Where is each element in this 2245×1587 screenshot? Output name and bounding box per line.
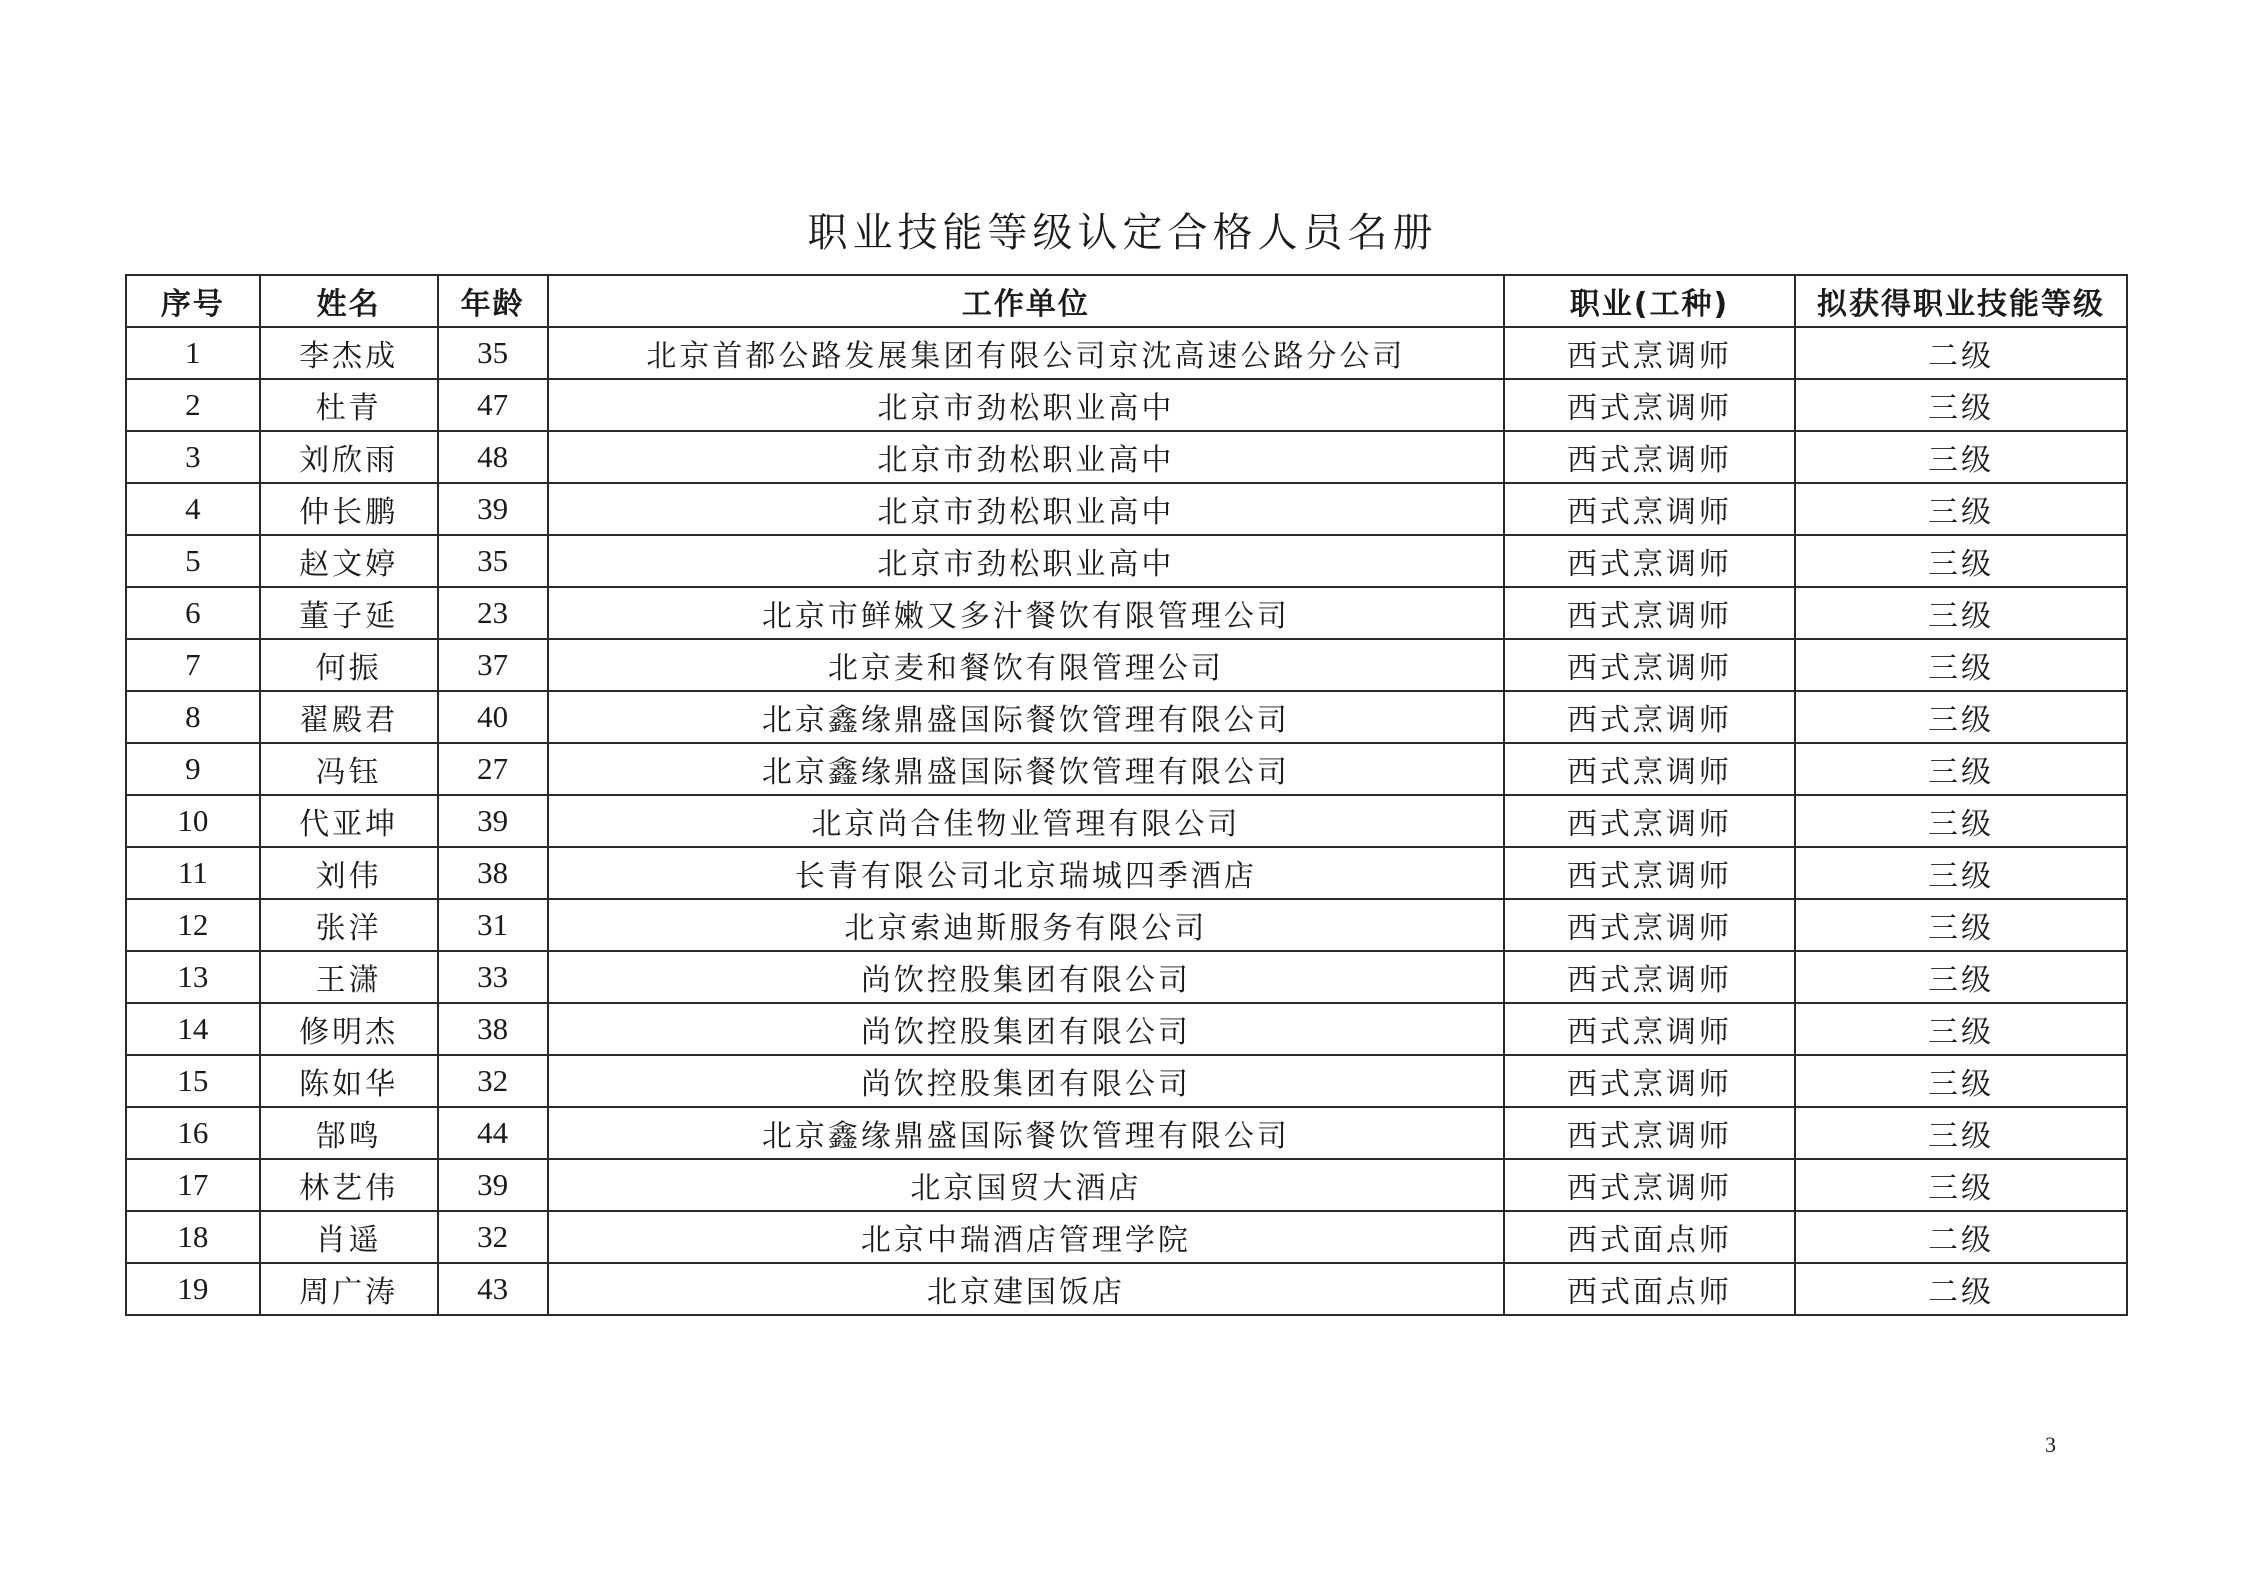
cell-occupation: 西式烹调师 bbox=[1504, 899, 1795, 951]
cell-name: 赵文婷 bbox=[260, 535, 438, 587]
cell-skill-level: 三级 bbox=[1795, 743, 2127, 795]
cell-skill-level: 三级 bbox=[1795, 483, 2127, 535]
header-skill-level: 拟获得职业技能等级 bbox=[1795, 275, 2127, 327]
cell-occupation: 西式烹调师 bbox=[1504, 1055, 1795, 1107]
cell-age: 23 bbox=[438, 587, 548, 639]
cell-employer: 北京鑫缘鼎盛国际餐饮管理有限公司 bbox=[548, 1107, 1504, 1159]
cell-age: 43 bbox=[438, 1263, 548, 1315]
cell-skill-level: 三级 bbox=[1795, 587, 2127, 639]
cell-skill-level: 三级 bbox=[1795, 795, 2127, 847]
cell-name: 翟殿君 bbox=[260, 691, 438, 743]
cell-age: 32 bbox=[438, 1055, 548, 1107]
table-row bbox=[126, 795, 2127, 847]
cell-skill-level: 三级 bbox=[1795, 379, 2127, 431]
cell-index: 11 bbox=[126, 847, 260, 899]
table-row bbox=[126, 691, 2127, 743]
cell-name: 周广涛 bbox=[260, 1263, 438, 1315]
cell-name: 董子延 bbox=[260, 587, 438, 639]
table-row bbox=[126, 431, 2127, 483]
cell-index: 16 bbox=[126, 1107, 260, 1159]
cell-occupation: 西式烹调师 bbox=[1504, 379, 1795, 431]
cell-occupation: 西式烹调师 bbox=[1504, 951, 1795, 1003]
cell-name: 林艺伟 bbox=[260, 1159, 438, 1211]
header-employer: 工作单位 bbox=[548, 275, 1504, 327]
cell-index: 13 bbox=[126, 951, 260, 1003]
cell-employer: 北京建国饭店 bbox=[548, 1263, 1504, 1315]
cell-skill-level: 三级 bbox=[1795, 951, 2127, 1003]
cell-index: 9 bbox=[126, 743, 260, 795]
cell-name: 李杰成 bbox=[260, 327, 438, 379]
table-row bbox=[126, 1211, 2127, 1263]
cell-age: 39 bbox=[438, 483, 548, 535]
table-row bbox=[126, 379, 2127, 431]
cell-index: 15 bbox=[126, 1055, 260, 1107]
cell-age: 35 bbox=[438, 327, 548, 379]
cell-occupation: 西式烹调师 bbox=[1504, 1003, 1795, 1055]
cell-occupation: 西式面点师 bbox=[1504, 1263, 1795, 1315]
cell-name: 肖遥 bbox=[260, 1211, 438, 1263]
cell-name: 冯钰 bbox=[260, 743, 438, 795]
cell-employer: 北京索迪斯服务有限公司 bbox=[548, 899, 1504, 951]
table-row bbox=[126, 743, 2127, 795]
table-header-row bbox=[126, 275, 2127, 327]
cell-age: 32 bbox=[438, 1211, 548, 1263]
cell-index: 8 bbox=[126, 691, 260, 743]
cell-occupation: 西式烹调师 bbox=[1504, 847, 1795, 899]
cell-occupation: 西式烹调师 bbox=[1504, 535, 1795, 587]
cell-index: 19 bbox=[126, 1263, 260, 1315]
cell-occupation: 西式烹调师 bbox=[1504, 431, 1795, 483]
cell-name: 仲长鹏 bbox=[260, 483, 438, 535]
cell-age: 38 bbox=[438, 847, 548, 899]
cell-age: 38 bbox=[438, 1003, 548, 1055]
header-occupation: 职业(工种) bbox=[1504, 275, 1795, 327]
cell-skill-level: 三级 bbox=[1795, 1159, 2127, 1211]
table-row bbox=[126, 1263, 2127, 1315]
table-row bbox=[126, 483, 2127, 535]
table-row bbox=[126, 899, 2127, 951]
cell-skill-level: 三级 bbox=[1795, 431, 2127, 483]
cell-employer: 尚饮控股集团有限公司 bbox=[548, 1003, 1504, 1055]
cell-index: 7 bbox=[126, 639, 260, 691]
cell-employer: 北京鑫缘鼎盛国际餐饮管理有限公司 bbox=[548, 691, 1504, 743]
cell-employer: 北京市劲松职业高中 bbox=[548, 379, 1504, 431]
cell-skill-level: 三级 bbox=[1795, 1107, 2127, 1159]
cell-occupation: 西式烹调师 bbox=[1504, 1159, 1795, 1211]
cell-index: 12 bbox=[126, 899, 260, 951]
cell-index: 3 bbox=[126, 431, 260, 483]
cell-age: 48 bbox=[438, 431, 548, 483]
table-row bbox=[126, 1107, 2127, 1159]
cell-employer: 北京市劲松职业高中 bbox=[548, 431, 1504, 483]
header-name: 姓名 bbox=[260, 275, 438, 327]
cell-employer: 北京麦和餐饮有限管理公司 bbox=[548, 639, 1504, 691]
table-row bbox=[126, 587, 2127, 639]
table-row bbox=[126, 327, 2127, 379]
table-row bbox=[126, 1055, 2127, 1107]
cell-skill-level: 三级 bbox=[1795, 691, 2127, 743]
cell-age: 39 bbox=[438, 795, 548, 847]
cell-employer: 北京市劲松职业高中 bbox=[548, 535, 1504, 587]
cell-age: 44 bbox=[438, 1107, 548, 1159]
cell-employer: 北京中瑞酒店管理学院 bbox=[548, 1211, 1504, 1263]
table-row bbox=[126, 639, 2127, 691]
cell-skill-level: 三级 bbox=[1795, 899, 2127, 951]
cell-employer: 尚饮控股集团有限公司 bbox=[548, 1055, 1504, 1107]
cell-name: 王潇 bbox=[260, 951, 438, 1003]
cell-employer: 北京首都公路发展集团有限公司京沈高速公路分公司 bbox=[548, 327, 1504, 379]
cell-name: 修明杰 bbox=[260, 1003, 438, 1055]
cell-index: 4 bbox=[126, 483, 260, 535]
cell-age: 40 bbox=[438, 691, 548, 743]
cell-age: 35 bbox=[438, 535, 548, 587]
cell-occupation: 西式烹调师 bbox=[1504, 691, 1795, 743]
cell-age: 27 bbox=[438, 743, 548, 795]
cell-skill-level: 三级 bbox=[1795, 1003, 2127, 1055]
cell-name: 陈如华 bbox=[260, 1055, 438, 1107]
table-body bbox=[126, 327, 2127, 1315]
table-row bbox=[126, 535, 2127, 587]
cell-occupation: 西式烹调师 bbox=[1504, 795, 1795, 847]
cell-index: 2 bbox=[126, 379, 260, 431]
cell-index: 17 bbox=[126, 1159, 260, 1211]
cell-employer: 北京国贸大酒店 bbox=[548, 1159, 1504, 1211]
cell-occupation: 西式烹调师 bbox=[1504, 1107, 1795, 1159]
cell-occupation: 西式烹调师 bbox=[1504, 587, 1795, 639]
cell-name: 刘伟 bbox=[260, 847, 438, 899]
cell-name: 杜青 bbox=[260, 379, 438, 431]
cell-name: 何振 bbox=[260, 639, 438, 691]
cell-name: 张洋 bbox=[260, 899, 438, 951]
table-row bbox=[126, 951, 2127, 1003]
cell-employer: 北京市鲜嫩又多汁餐饮有限管理公司 bbox=[548, 587, 1504, 639]
cell-skill-level: 三级 bbox=[1795, 535, 2127, 587]
cell-occupation: 西式烹调师 bbox=[1504, 639, 1795, 691]
header-index: 序号 bbox=[126, 275, 260, 327]
cell-name: 郜鸣 bbox=[260, 1107, 438, 1159]
cell-skill-level: 三级 bbox=[1795, 639, 2127, 691]
roster-table bbox=[125, 274, 2128, 1316]
cell-occupation: 西式烹调师 bbox=[1504, 327, 1795, 379]
cell-occupation: 西式烹调师 bbox=[1504, 743, 1795, 795]
cell-employer: 尚饮控股集团有限公司 bbox=[548, 951, 1504, 1003]
table-row bbox=[126, 1003, 2127, 1055]
cell-age: 33 bbox=[438, 951, 548, 1003]
cell-skill-level: 二级 bbox=[1795, 1263, 2127, 1315]
cell-index: 10 bbox=[126, 795, 260, 847]
cell-index: 14 bbox=[126, 1003, 260, 1055]
cell-employer: 长青有限公司北京瑞城四季酒店 bbox=[548, 847, 1504, 899]
cell-skill-level: 二级 bbox=[1795, 1211, 2127, 1263]
cell-skill-level: 二级 bbox=[1795, 327, 2127, 379]
page-title: 职业技能等级认定合格人员名册 bbox=[807, 210, 1438, 256]
table-row bbox=[126, 1159, 2127, 1211]
cell-index: 5 bbox=[126, 535, 260, 587]
cell-age: 47 bbox=[438, 379, 548, 431]
cell-skill-level: 三级 bbox=[1795, 847, 2127, 899]
cell-occupation: 西式面点师 bbox=[1504, 1211, 1795, 1263]
cell-name: 刘欣雨 bbox=[260, 431, 438, 483]
cell-employer: 北京鑫缘鼎盛国际餐饮管理有限公司 bbox=[548, 743, 1504, 795]
cell-name: 代亚坤 bbox=[260, 795, 438, 847]
header-age: 年龄 bbox=[438, 275, 548, 327]
cell-employer: 北京市劲松职业高中 bbox=[548, 483, 1504, 535]
cell-index: 6 bbox=[126, 587, 260, 639]
page-number: 3 bbox=[2045, 1432, 2056, 1457]
cell-employer: 北京尚合佳物业管理有限公司 bbox=[548, 795, 1504, 847]
cell-index: 1 bbox=[126, 327, 260, 379]
cell-occupation: 西式烹调师 bbox=[1504, 483, 1795, 535]
cell-skill-level: 三级 bbox=[1795, 1055, 2127, 1107]
cell-age: 39 bbox=[438, 1159, 548, 1211]
cell-age: 31 bbox=[438, 899, 548, 951]
cell-index: 18 bbox=[126, 1211, 260, 1263]
table-row bbox=[126, 847, 2127, 899]
cell-age: 37 bbox=[438, 639, 548, 691]
